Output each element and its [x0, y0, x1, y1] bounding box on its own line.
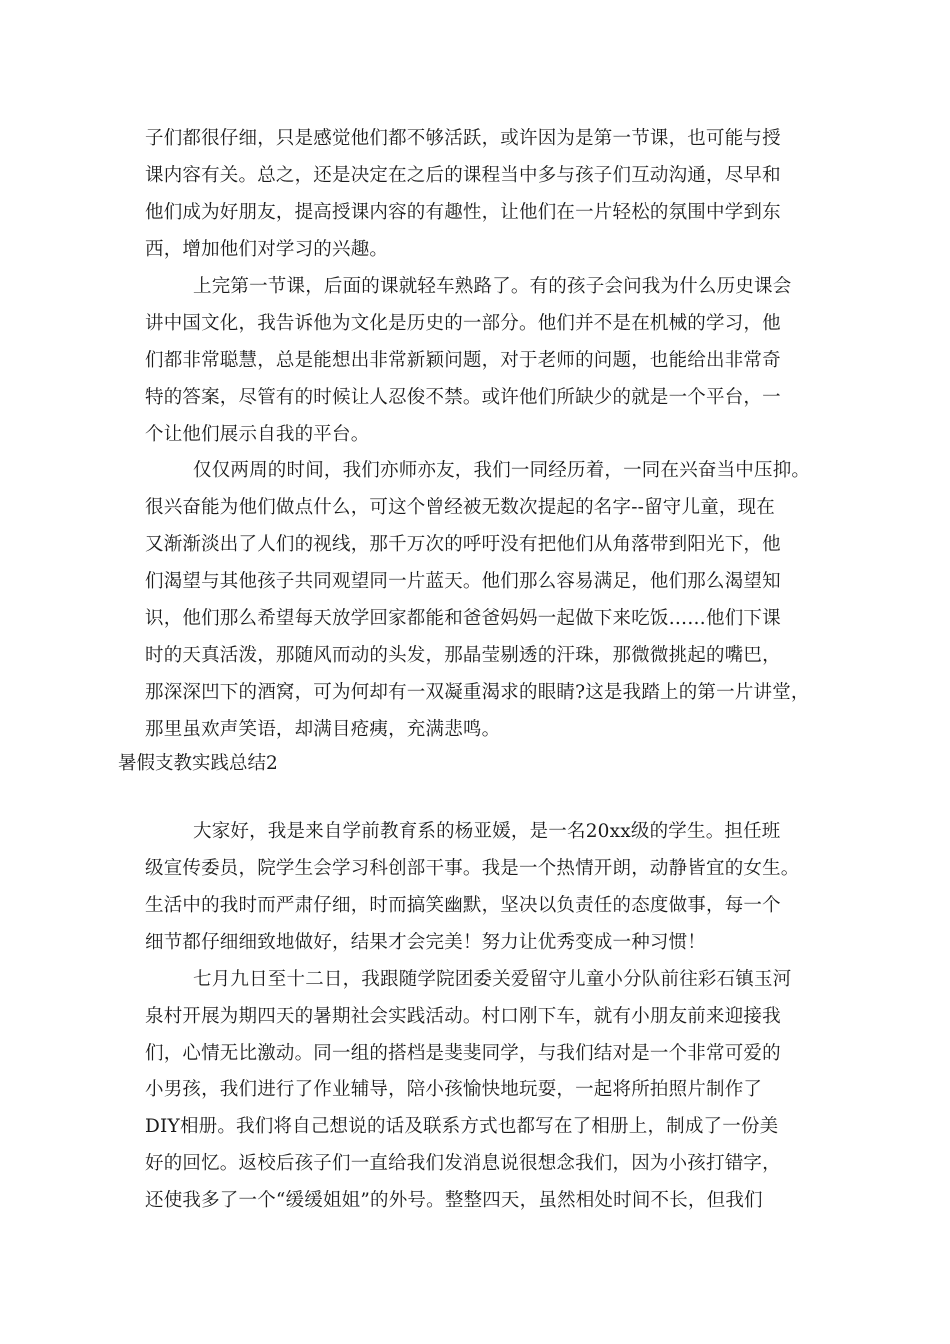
text-line: 上完第一节课，后面的课就轻车熟路了。有的孩子会问我为什么历史课会	[193, 276, 792, 297]
text-line: 们渴望与其他孩子共同观望同一片蓝天。他们那么容易满足，他们那么渴望知	[145, 571, 781, 592]
text-line: 讲中国文化，我告诉他为文化是历史的一部分。他们并不是在机械的学习，他	[145, 313, 781, 334]
text-line: DIY相册。我们将自己想说的话及联系方式也都写在了相册上，制成了一份美	[145, 1116, 779, 1137]
text-line: 泉村开展为期四天的暑期社会实践活动。村口刚下车，就有小朋友前来迎接我	[145, 1006, 781, 1027]
text-line: 级宣传委员，院学生会学习科创部干事。我是一个热情开朗，动静皆宜的女生。	[145, 858, 800, 879]
section-heading: 暑假支教实践总结2	[118, 753, 278, 774]
text-line: 仅仅两周的时间，我们亦师亦友，我们一同经历着，一同在兴奋当中压抑。	[193, 460, 811, 481]
text-line: 课内容有关。总之，还是决定在之后的课程当中多与孩子们互动沟通，尽早和	[145, 165, 781, 186]
text-line: 时的天真活泼，那随风而动的头发，那晶莹剔透的汗珠，那微微挑起的嘴巴，	[145, 645, 781, 666]
text-line: 识，他们那么希望每天放学回家都能和爸爸妈妈一起做下来吃饭……他们下课	[145, 608, 781, 629]
text-line: 子们都很仔细，只是感觉他们都不够活跃，或许因为是第一节课，也可能与授	[145, 128, 781, 149]
text-line: 又渐渐淡出了人们的视线，那千万次的呼吁没有把他们从角落带到阳光下，他	[145, 534, 781, 555]
text-line: 那里虽欢声笑语，却满目疮痍，充满悲鸣。	[145, 719, 501, 740]
text-line: 他们成为好朋友，提高授课内容的有趣性，让他们在一片轻松的氛围中学到东	[145, 202, 781, 223]
text-line: 小男孩，我们进行了作业辅导，陪小孩愉快地玩耍，一起将所拍照片制作了	[145, 1079, 763, 1100]
text-line: 好的回忆。返校后孩子们一直给我们发消息说很想念我们，因为小孩打错字，	[145, 1153, 781, 1174]
text-line: 们都非常聪慧，总是能想出非常新颖问题，对于老师的问题，也能给出非常奇	[145, 350, 781, 371]
text-line: 们，心情无比激动。同一组的搭档是斐斐同学，与我们结对是一个非常可爱的	[145, 1043, 781, 1064]
text-line: 七月九日至十二日，我跟随学院团委关爱留守儿童小分队前往彩石镇玉河	[193, 969, 792, 990]
text-line: 那深深凹下的酒窝，可为何却有一双凝重渴求的眼睛?这是我踏上的第一片讲堂，	[145, 682, 810, 703]
text-line: 特的答案，尽管有的时候让人忍俊不禁。或许他们所缺少的就是一个平台，一	[145, 387, 781, 408]
text-line: 个让他们展示自我的平台。	[145, 424, 370, 445]
text-line: 西，增加他们对学习的兴趣。	[145, 239, 389, 260]
text-line: 细节都仔细细致地做好，结果才会完美！努力让优秀变成一种习惯！	[145, 932, 707, 953]
text-line: 很兴奋能为他们做点什么，可这个曾经被无数次提起的名字--留守儿童，现在	[145, 497, 776, 518]
text-line: 生活中的我时而严肃仔细，时而搞笑幽默，坚决以负责任的态度做事，每一个	[145, 895, 781, 916]
text-line: 还使我多了一个“缓缓姐姐”的外号。整整四天，虽然相处时间不长，但我们	[145, 1190, 763, 1211]
text-line: 大家好，我是来自学前教育系的杨亚媛，是一名20xx级的学生。担任班	[193, 821, 781, 842]
